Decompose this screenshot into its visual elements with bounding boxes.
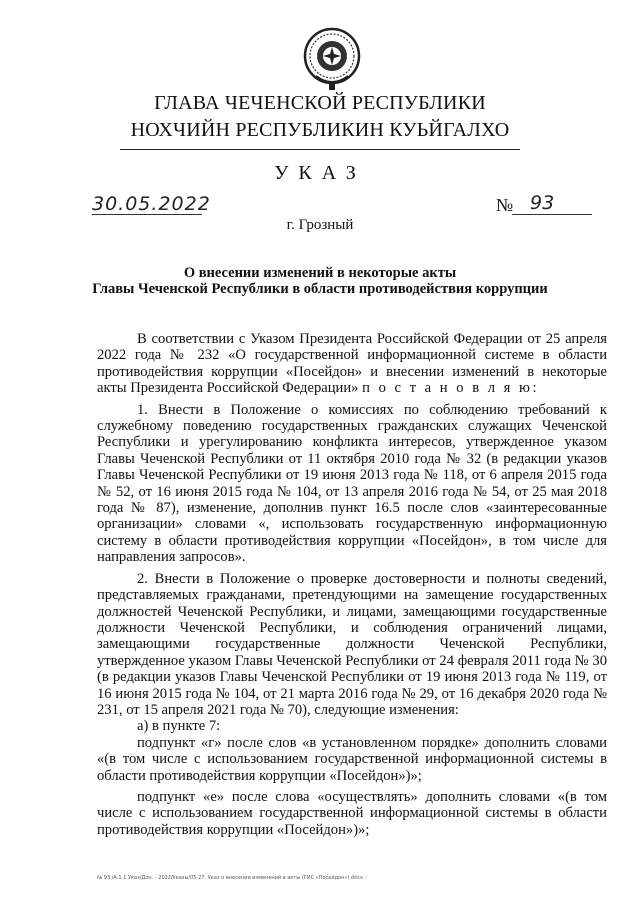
document-title: [0, 265, 640, 297]
title-line-1: О внесении изменений в некоторые акты: [183, 265, 457, 281]
number-underline: [512, 214, 592, 215]
paragraph-subitem-g: подпункт «г» после слов «в установленном порядке» дополнить словами «(в том числе с использованием государственной информационной системы в области противодействия коррупции «Посейдон»)»;: [97, 734, 607, 784]
paragraph-item-2: 2. Внести в Положение о проверке достоверности и полноты сведений, представляемых гражданами, претендующими на замещение государственных должностей Чеченской Республики, и лицами, замещающими государственные должности Чеченской Республики, и соблюдения ограничений лицами, замещающими государственные должности Чеченской Республики, утвержденное указом Главы Чеченской Республики от 24 февраля 2011 года № 30 (в редакции указов Главы Чеченской Республики от 19 июня 2013 года № 119, от 16 июня 2015 года № 104, от 21 марта 2016 года № 29, от 16 декабря 2020 года № 231, от 15 апреля 2021 года № 70), следующие изменения:: [97, 570, 607, 718]
document-date: 30.05.2022: [92, 193, 211, 215]
org-name-chechen: НОХЧИЙН РЕСПУБЛИКИН КУЬЙГАЛХО: [130, 119, 510, 141]
title-line-2: Главы Чеченской Республики в области противодействия коррупции: [92, 281, 548, 297]
document-number-label: №: [496, 195, 514, 215]
document-number: 93: [530, 192, 555, 214]
preamble-paragraph: [97, 331, 607, 397]
decree-word: п о с т а н о в л я ю:: [362, 380, 539, 397]
date-underline: [92, 214, 202, 215]
file-reference-footer: № 93 /А.1.1 Указ/Дон. - 2022/Указы/05-27. Указ о внесении изменений в акты (ГИС «Посейдон»).docx: [97, 875, 363, 881]
paragraph-item-1: 1. Внести в Положение о комиссиях по соблюдению требований к служебному поведению государственных гражданских служащих Чеченской Республики и урегулированию конфликта интересов, утвержденное указом Главы Чеченской Республики от 11 октября 2010 года № 32 (в редакции указов Главы Чеченской Республики от 19 июня 2013 года № 118, от 6 апреля 2015 года № 52, от 16 июня 2015 года № 104, от 13 апреля 2016 года № 54, от 25 мая 2018 года № 87), изменение, дополнив пункт 16.5 после слов «заинтересованные организации» словами «, использовать государственную информационную систему в области противодействия коррупции «Посейдон», в том числе для направления запросов».: [97, 401, 607, 566]
document-type-title: УКАЗ: [274, 162, 366, 184]
document-body: [97, 331, 607, 843]
paragraph-subitem-e: подпункт «е» после слова «осуществлять» дополнить словами «(в том числе с использованием государственной информационной системы в области противодействия коррупции «Посейдон»)»;: [97, 788, 607, 838]
org-name-russian: ГЛАВА ЧЕЧЕНСКОЙ РЕСПУБЛИКИ: [154, 92, 486, 114]
coat-of-arms-emblem: [302, 26, 362, 92]
header-divider: [120, 149, 520, 150]
paragraph-subitem-a: а) в пункте 7:: [137, 718, 221, 735]
document-city: г. Грозный: [286, 217, 354, 233]
preamble-text: В соответствии с Указом Президента Российской Федерации от 25 апреля 2022 года № 232 «О государственной информационной системе в области противодействия коррупции «Посейдон» и внесении изменений в некоторые акты Президента Российской Федерации»: [97, 331, 607, 397]
